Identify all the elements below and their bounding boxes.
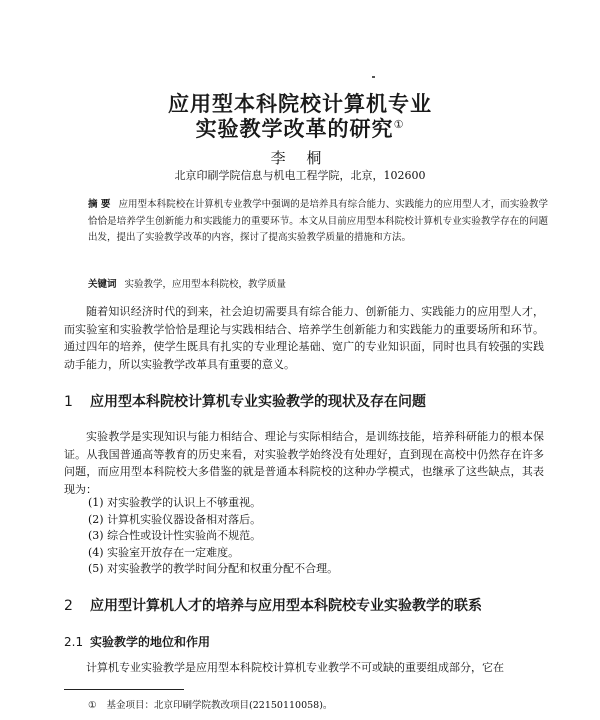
section-2-heading	[64, 595, 544, 615]
intro-paragraph: 随着知识经济时代的到来，社会迫切需要具有综合能力、创新能力、实践能力的应用型人才，而实验室和实验教学恰恰是理论与实践相结合、培养学生创新能力和实践能力的重要场所和环节。通过四年的培养，使学生既具有扎实的专业理论基础、宽广的专业知识面，同时也具有较强的实践动手能力，所以实验教学改革具有重要的意义。	[64, 305, 544, 371]
section-1-heading	[64, 391, 544, 411]
section-2-title: 应用型计算机人才的培养与应用型本科院校专业实验教学的联系	[90, 598, 482, 614]
keywords-label: 关键词	[88, 279, 117, 290]
section-2-number: 2	[64, 598, 73, 614]
section-1-paragraph: 实验教学是实现知识与能力相结合、理论与实际相结合，是训练技能，培养科研能力的根本保证。从我国普通高等教育的历史来看，对实验教学始终没有处理好，直到现在高校中仍然存在许多问题，而应用型本科院校大多借鉴的就是普通本科院校的这种办学模式，也继承了这些缺点，其表现为：	[64, 430, 544, 496]
section-1-number: 1	[64, 394, 73, 410]
list-item: (3) 综合性或设计性实验尚不规范。	[88, 529, 262, 542]
abstract	[88, 197, 548, 247]
footnote-marker: ①	[88, 700, 97, 711]
paper-title-line1: 应用型本科院校计算机专业	[168, 92, 432, 116]
abstract-text: 应用型本科院校在计算机专业教学中强调的是培养具有综合能力、实践能力的应用型人才，而实验教学恰恰是培养学生创新能力和实践能力的重要环节。本文从目前应用型本科院校计算机专业实验教学存在的问题出发，提出了实验教学改革的内容，探讨了提高实验教学质量的措施和方法。	[88, 199, 548, 243]
author-name: 李 桐	[270, 149, 330, 167]
section-1-title: 应用型本科院校计算机专业实验教学的现状及存在问题	[90, 394, 426, 410]
subsection-2-1-heading	[64, 633, 544, 650]
list-item: (4) 实验室开放存在一定难度。	[88, 545, 240, 559]
list-item: (2) 计算机实验仪器设备相对落后。	[88, 512, 262, 526]
title-footnote-marker: ①	[393, 118, 405, 131]
list-item: (1) 对实验教学的认识上不够重视。	[88, 496, 262, 509]
author-affiliation: 北京印刷学院信息与机电工程学院，北京，102600	[174, 169, 426, 182]
abstract-label: 摘 要	[88, 199, 111, 210]
list-item: (5) 对实验教学的教学时间分配和权重分配不合理。	[88, 562, 339, 575]
problem-list	[88, 495, 528, 578]
subsection-2-1-number: 2.1	[64, 635, 84, 649]
keywords-text: 实验教学，应用型本科院校，教学质量	[124, 279, 287, 290]
paper-title-line2	[60, 113, 540, 143]
footnote	[88, 697, 332, 711]
subsection-2-1-paragraph: 计算机专业实验教学是应用型本科院校计算机专业教学不可或缺的重要组成部分，它在	[86, 661, 504, 674]
keywords	[88, 276, 548, 290]
print-mark	[372, 76, 375, 78]
subsection-2-1-title: 实验教学的地位和作用	[90, 635, 211, 649]
footnote-divider	[64, 689, 184, 690]
paper-title-line2-text: 实验教学改革的研究	[195, 117, 394, 141]
footnote-text: 基金项目：北京印刷学院教改项目(22150110058)。	[106, 700, 333, 711]
